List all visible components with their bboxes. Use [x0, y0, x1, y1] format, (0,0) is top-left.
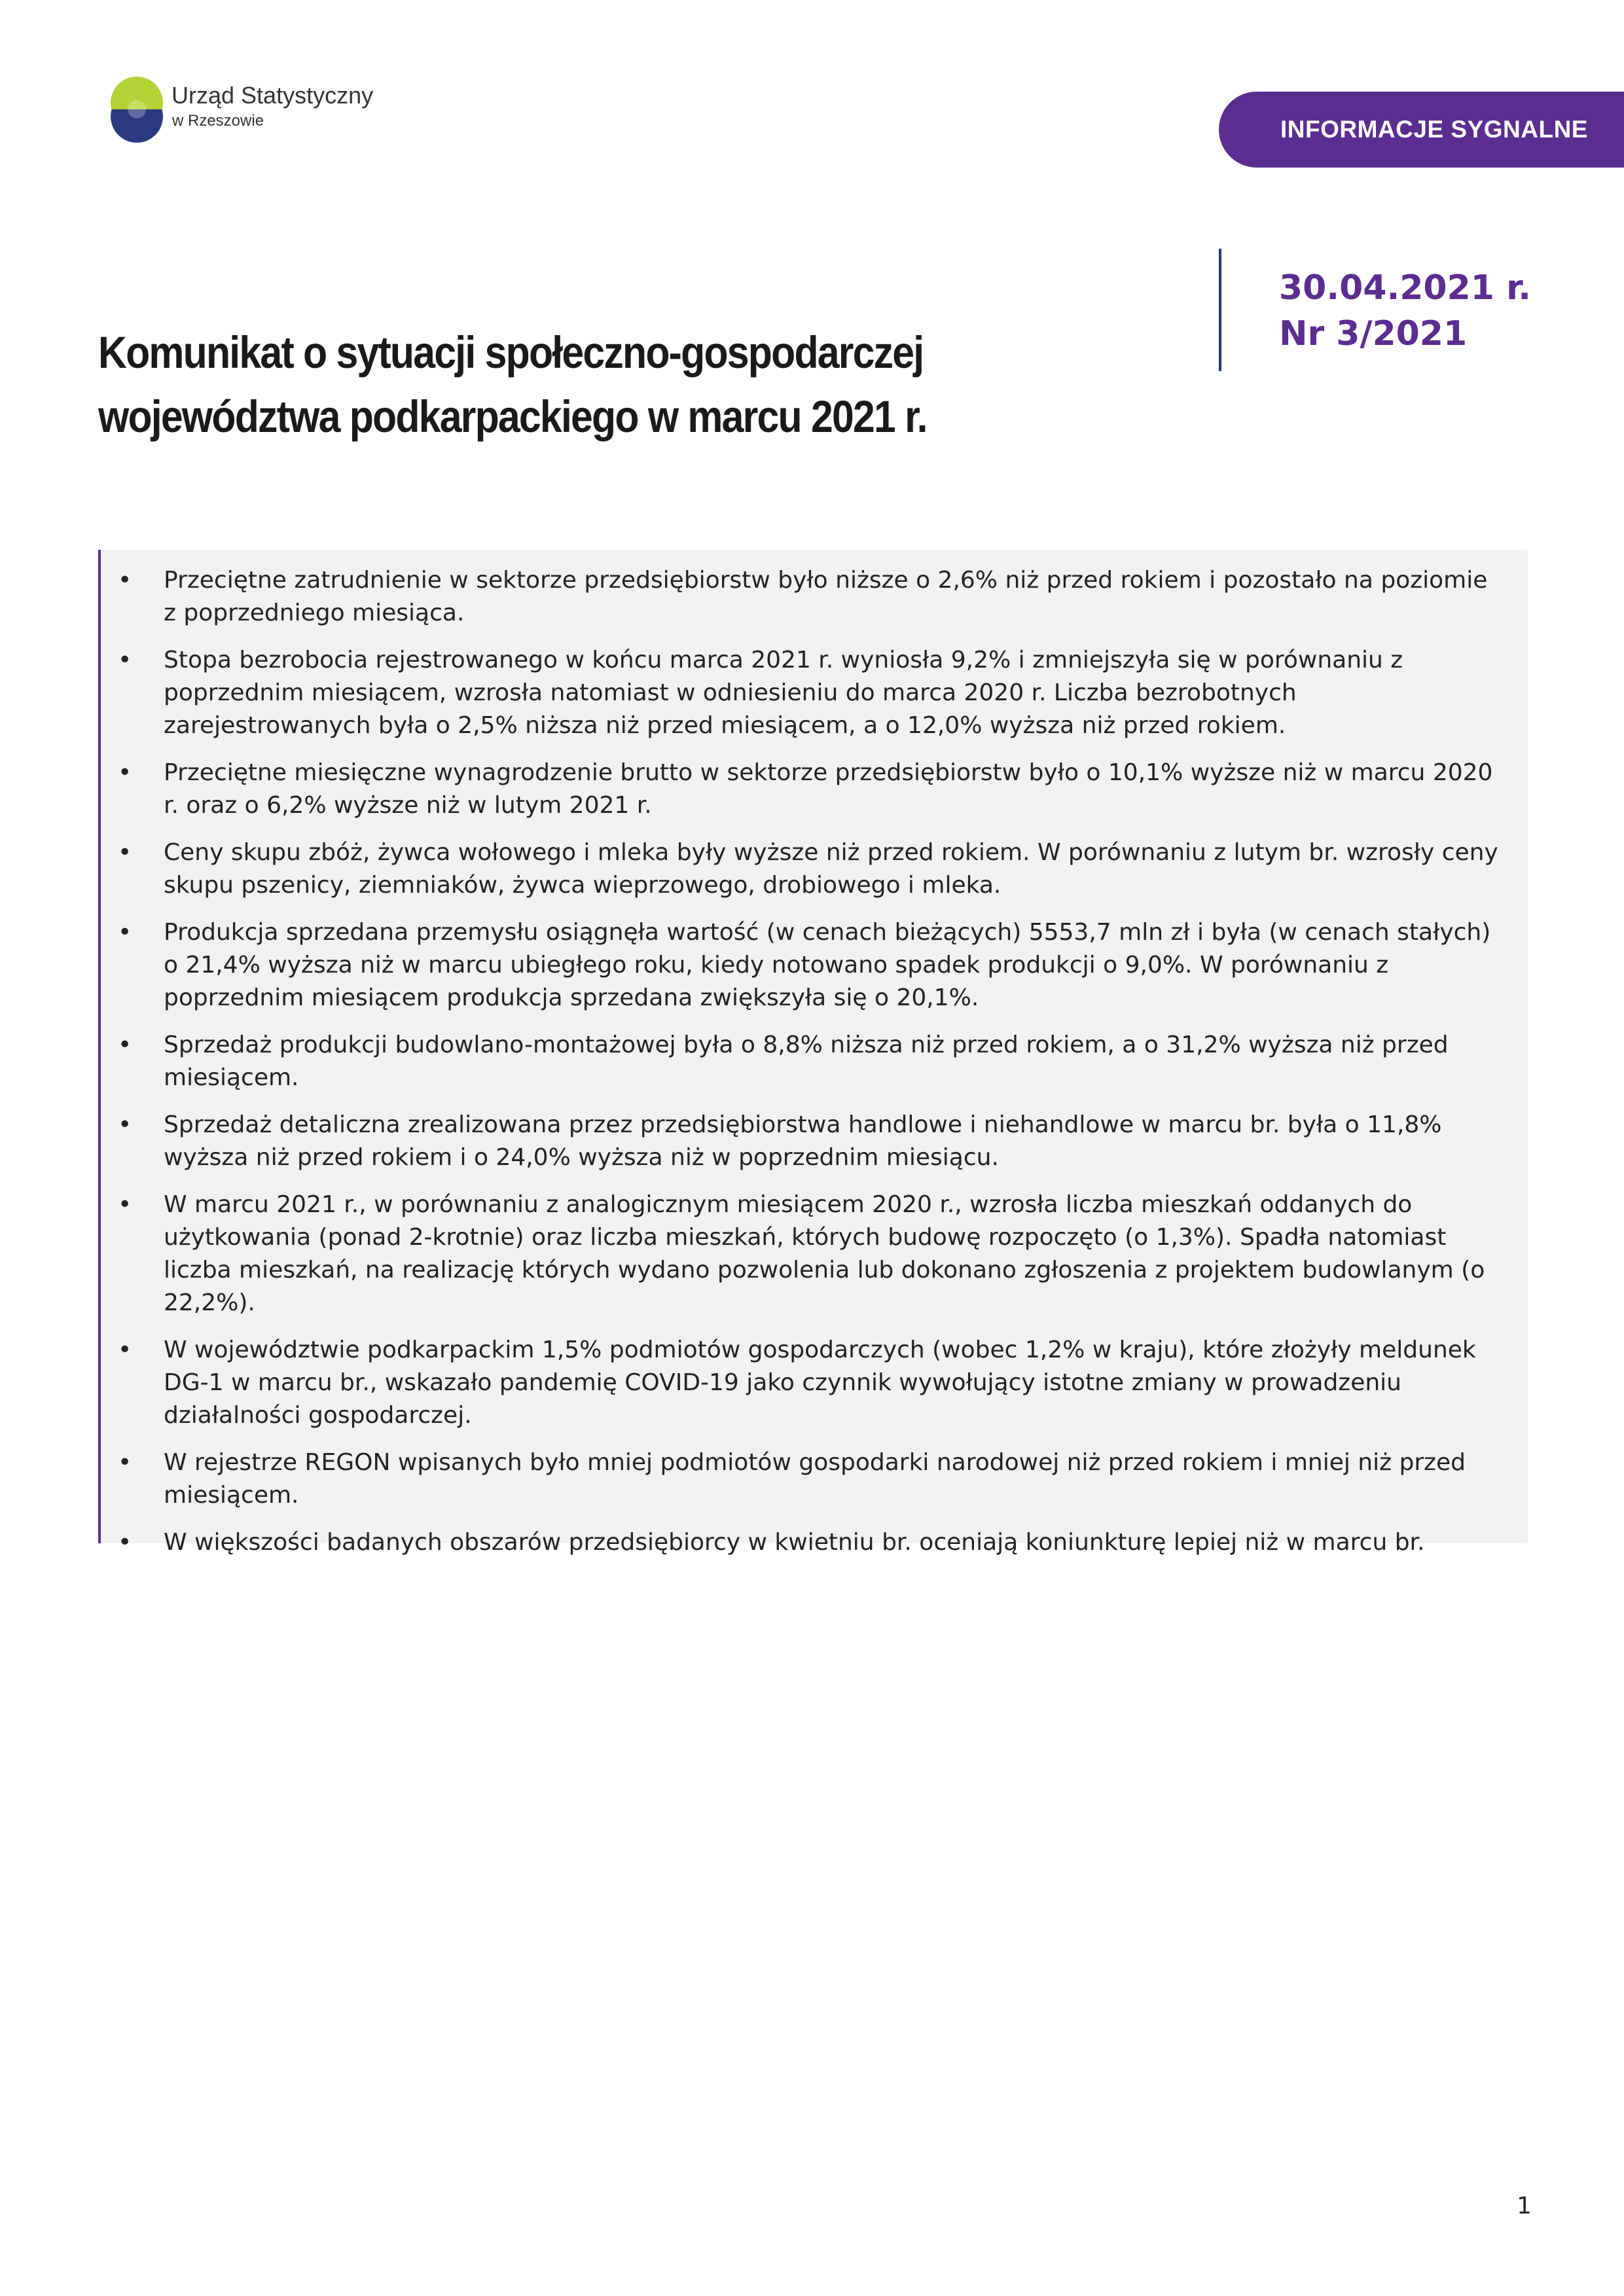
publication-type-badge: INFORMACJE SYGNALNE	[1219, 92, 1624, 168]
summary-item: • Przeciętne miesięczne wynagrodzenie brutto w sektorze przedsiębiorstw było o 10,1% wyższe niż w marcu 2020 r. oraz o 6,2% wyższe niż w lutym 2021 r.	[164, 757, 1502, 822]
document-title: Komunikat o sytuacji społeczno-gospodarczej województwa podkarpackiego w marcu 2021 r.	[98, 327, 927, 442]
summary-item: • W marcu 2021 r., w porównaniu z analogicznym miesiącem 2020 r., wzrosła liczba mieszkań oddanych do użytkowania (ponad 2-krotnie) oraz liczba mieszkań, których budowę rozpoczęto (o 1,3%). Spadła natomiast liczba mieszkań, na realizację których wydano pozwolenia lub dokonano zgłoszenia z projektem budowlanym (o 22,2%).	[164, 1189, 1502, 1319]
summary-item: • W większości badanych obszarów przedsiębiorcy w kwietniu br. oceniają koniunkturę lepiej niż w marcu br.	[164, 1526, 1502, 1559]
summary-list	[101, 550, 1528, 1559]
summary-item: • W rejestrze REGON wpisanych było mniej podmiotów gospodarki narodowej niż przed rokiem i mniej niż przed miesiącem.	[164, 1446, 1502, 1512]
summary-item: • Sprzedaż produkcji budowlano-montażowej była o 8,8% niższa niż przed rokiem, a o 31,2% wyższa niż przed miesiącem.	[164, 1029, 1502, 1094]
publication-date: 30.04.2021 r.	[1279, 268, 1532, 308]
page-number: 1	[1517, 2193, 1532, 2219]
summary-item: • Stopa bezrobocia rejestrowanego w końcu marca 2021 r. wyniosła 9,2% i zmniejszyła się w porównaniu z poprzednim miesiącem, wzrosła natomiast w odniesieniu do marca 2020 r. Liczba bezrobotnych zarejestrowanych była o 2,5% niższa niż przed miesiącem, a o 12,0% wyższa niż przed rokiem.	[164, 644, 1502, 742]
logo-title: Urząd Statystyczny	[171, 82, 374, 109]
summary-item: • Sprzedaż detaliczna zrealizowana przez przedsiębiorstwa handlowe i niehandlowe w marcu br. była o 11,8% wyższa niż przed rokiem i o 24,0% wyższa niż w poprzednim miesiącu.	[164, 1109, 1502, 1174]
logo	[108, 69, 383, 151]
logo-emblem-icon	[108, 69, 166, 151]
summary-panel	[98, 550, 1528, 1556]
header-divider	[1219, 249, 1221, 371]
summary-item: • Przeciętne zatrudnienie w sektorze przedsiębiorstw było niższe o 2,6% niż przed rokiem i pozostało na poziomie z poprzedniego miesiąca.	[164, 564, 1502, 630]
summary-item: • Produkcja sprzedana przemysłu osiągnęła wartość (w cenach bieżących) 5553,7 mln zł i była (w cenach stałych) o 21,4% wyższa niż w marcu ubiegłego roku, kiedy notowano spadek produkcji o 9,0%. W porównaniu z poprzednim miesiącem produkcja sprzedana zwiększyła się o 20,1%.	[164, 916, 1502, 1014]
summary-item: • Ceny skupu zbóż, żywca wołowego i mleka były wyższe niż przed rokiem. W porównaniu z lutym br. wzrosły ceny skupu pszenicy, ziemniaków, żywca wieprzowego, drobiowego i mleka.	[164, 836, 1502, 902]
summary-item: • W województwie podkarpackim 1,5% podmiotów gospodarczych (wobec 1,2% w kraju), które złożyły meldunek DG-1 w marcu br., wskazało pandemię COVID-19 jako czynnik wywołujący istotne zmiany w prowadzeniu działalności gospodarczej.	[164, 1334, 1502, 1432]
issue-number: Nr 3/2021	[1279, 314, 1468, 353]
logo-subtitle: w Rzeszowie	[172, 112, 264, 130]
